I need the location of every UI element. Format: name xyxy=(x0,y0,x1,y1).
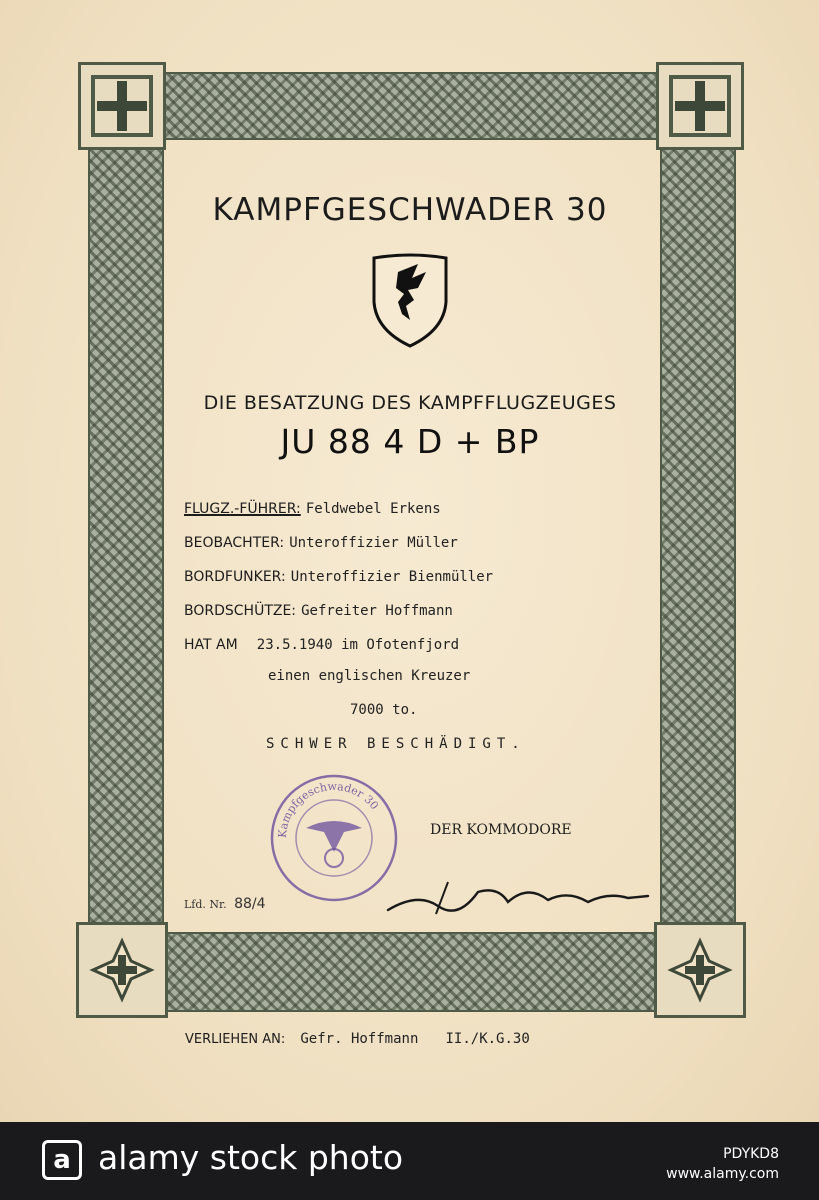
target-line: einen englischen Kreuzer xyxy=(268,668,471,684)
oak-leaf-border-left xyxy=(88,140,164,934)
stock-brand: alamy stock photo xyxy=(98,1138,404,1177)
image-id: PDYKD8 xyxy=(723,1146,779,1162)
eagle-shield-icon xyxy=(368,250,452,350)
serial-label: Lfd. Nr. xyxy=(184,898,227,911)
crew-role: BORDSCHÜTZE: xyxy=(184,603,297,619)
crew-row-radio-operator xyxy=(184,566,664,585)
result-line: SCHWER BESCHÄDIGT. xyxy=(266,736,526,752)
stock-watermark-bar xyxy=(0,1122,819,1200)
certificate-body xyxy=(160,140,660,930)
aircraft-designation: JU 88 4 D + BP xyxy=(280,422,540,461)
date-value: 23.5.1940 im Ofotenfjord xyxy=(256,637,460,653)
corner-emblem-top-right-icon xyxy=(656,62,744,150)
date-label: HAT AM xyxy=(184,637,238,653)
stamp-text: Kampfgeschwader 30 xyxy=(275,779,382,839)
corner-emblem-top-left-icon xyxy=(78,62,166,150)
iron-cross-bottom-left-icon xyxy=(76,922,168,1018)
crew-row-pilot xyxy=(184,498,664,517)
crew-name: Unteroffizier Müller xyxy=(289,535,458,551)
crew-name: Feldwebel Erkens xyxy=(305,501,441,517)
crew-name: Unteroffizier Bienmüller xyxy=(290,569,494,585)
crew-name: Gefreiter Hoffmann xyxy=(301,603,453,619)
crew-row-observer xyxy=(184,532,664,551)
awarded-label: VERLIEHEN AN: xyxy=(185,1032,286,1047)
oak-leaf-border-right xyxy=(660,140,736,934)
crew-role: FLUGZ.-FÜHRER: xyxy=(184,501,301,517)
awarded-to-row xyxy=(185,1028,530,1047)
awarded-unit: II./K.G.30 xyxy=(445,1031,530,1047)
signatory-title: DER KOMMODORE xyxy=(430,822,572,838)
stock-image-id xyxy=(666,1144,779,1184)
alamy-logo-icon: a xyxy=(42,1140,82,1180)
serial-value: 88/4 xyxy=(234,896,266,912)
iron-cross-bottom-right-icon xyxy=(654,922,746,1018)
oak-leaf-border-bottom xyxy=(160,932,664,1012)
oak-leaf-border-top xyxy=(160,72,664,140)
stock-site: www.alamy.com xyxy=(666,1166,779,1182)
commander-signature xyxy=(378,862,658,922)
serial-number xyxy=(184,896,266,912)
crew-row-gunner xyxy=(184,600,664,619)
awarded-name: Gefr. Hoffmann xyxy=(300,1031,419,1047)
crew-heading: DIE BESATZUNG DES KAMPFFLUGZEUGES xyxy=(203,392,617,414)
date-row xyxy=(184,634,664,653)
unit-title: KAMPFGESCHWADER 30 xyxy=(212,192,608,228)
crew-role: BEOBACHTER: xyxy=(184,535,285,551)
crew-role: BORDFUNKER: xyxy=(184,569,286,585)
tonnage-line: 7000 to. xyxy=(350,702,418,718)
